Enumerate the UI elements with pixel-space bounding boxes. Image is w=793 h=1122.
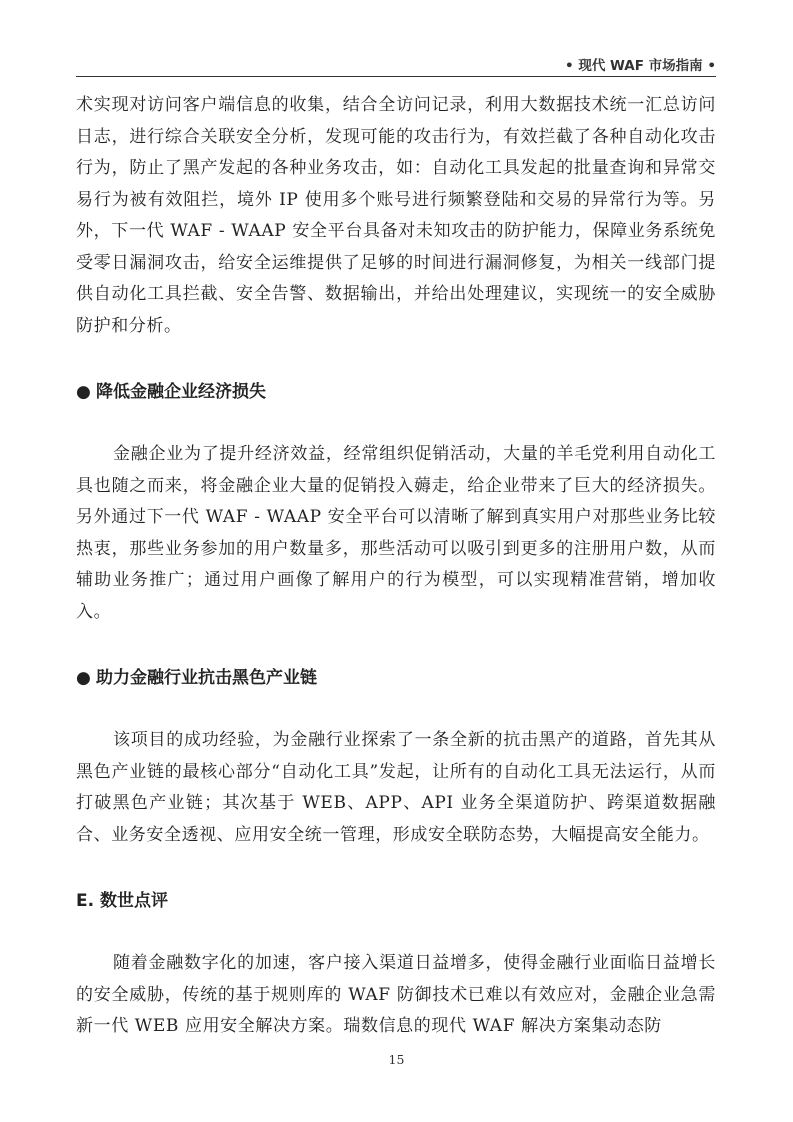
paragraph-reduce-losses: 金融企业为了提升经济效益，经常组织促销活动，大量的羊毛党利用自动化工具也随之而来，将金融企业大量的促销投入薅走，给企业带来了巨大的经济损失。另外通过下一代 WAF - WAAP 安全平台可以清晰了解到真实用户对那些业务比较热衷，那些业务参加的用户数量多，那些活动可以吸引到更多的注册用户数，从而辅助业务推广；通过用户画像了解用户的行为模型，可以实现精准营销，增加收入。 bbox=[76, 444, 716, 622]
paragraph-review: 随着金融数字化的加速，客户接入渠道日益增多，使得金融行业面临日益增长的安全威胁，传统的基于规则库的 WAF 防御技术已难以有效应对，金融企业急需新一代 WEB 应用安全解决方案。瑞数信息的现代 WAF 解决方案集动态防 bbox=[76, 953, 716, 1036]
heading-text: 降低金融企业经济损失 bbox=[96, 382, 266, 402]
section-heading-reduce-losses bbox=[76, 378, 716, 406]
page-content bbox=[76, 90, 716, 1043]
page-header bbox=[76, 50, 716, 77]
page-number: 15 bbox=[388, 1052, 405, 1067]
section-heading-review: E. 数世点评 bbox=[76, 891, 168, 911]
bullet-icon: ● bbox=[76, 668, 91, 688]
paragraph-continued: 术实现对访问客户端信息的收集，结合全访问记录，利用大数据技术统一汇总访问日志，进行综合关联安全分析，发现可能的攻击行为，有效拦截了各种自动化攻击行为，防止了黑产发起的各种业务攻击，如：自动化工具发起的批量查询和异常交易行为被有效阻拦，境外 IP 使用多个账号进行频繁登陆和交易的异常行为等。另外，下一代 WAF - WAAP 安全平台具备对未知攻击的防护能力，保障业务系统免受零日漏洞攻击，给安全运维提供了足够的时间进行漏洞修复，为相关一线部门提供自动化工具拦截、安全告警、数据输出，并给出处理建议，实现统一的安全威胁防护和分析。 bbox=[76, 95, 716, 336]
bullet-icon: ● bbox=[76, 382, 91, 402]
section-heading-fight-black-industry bbox=[76, 664, 716, 692]
heading-text: 助力金融行业抗击黑色产业链 bbox=[96, 668, 317, 688]
paragraph-fight-black-industry: 该项目的成功经验，为金融行业探索了一条全新的抗击黑产的道路，首先其从黑色产业链的最核心部分“自动化工具”发起，让所有的自动化工具无法运行，从而打破黑色产业链；其次基于 WEB、APP、API 业务全渠道防护、跨渠道数据融合、业务安全透视、应用安全统一管理，形成安全联防态势，大幅提高安全能力。 bbox=[76, 730, 716, 845]
header-title: • 现代 WAF 市场指南 • bbox=[564, 58, 716, 74]
